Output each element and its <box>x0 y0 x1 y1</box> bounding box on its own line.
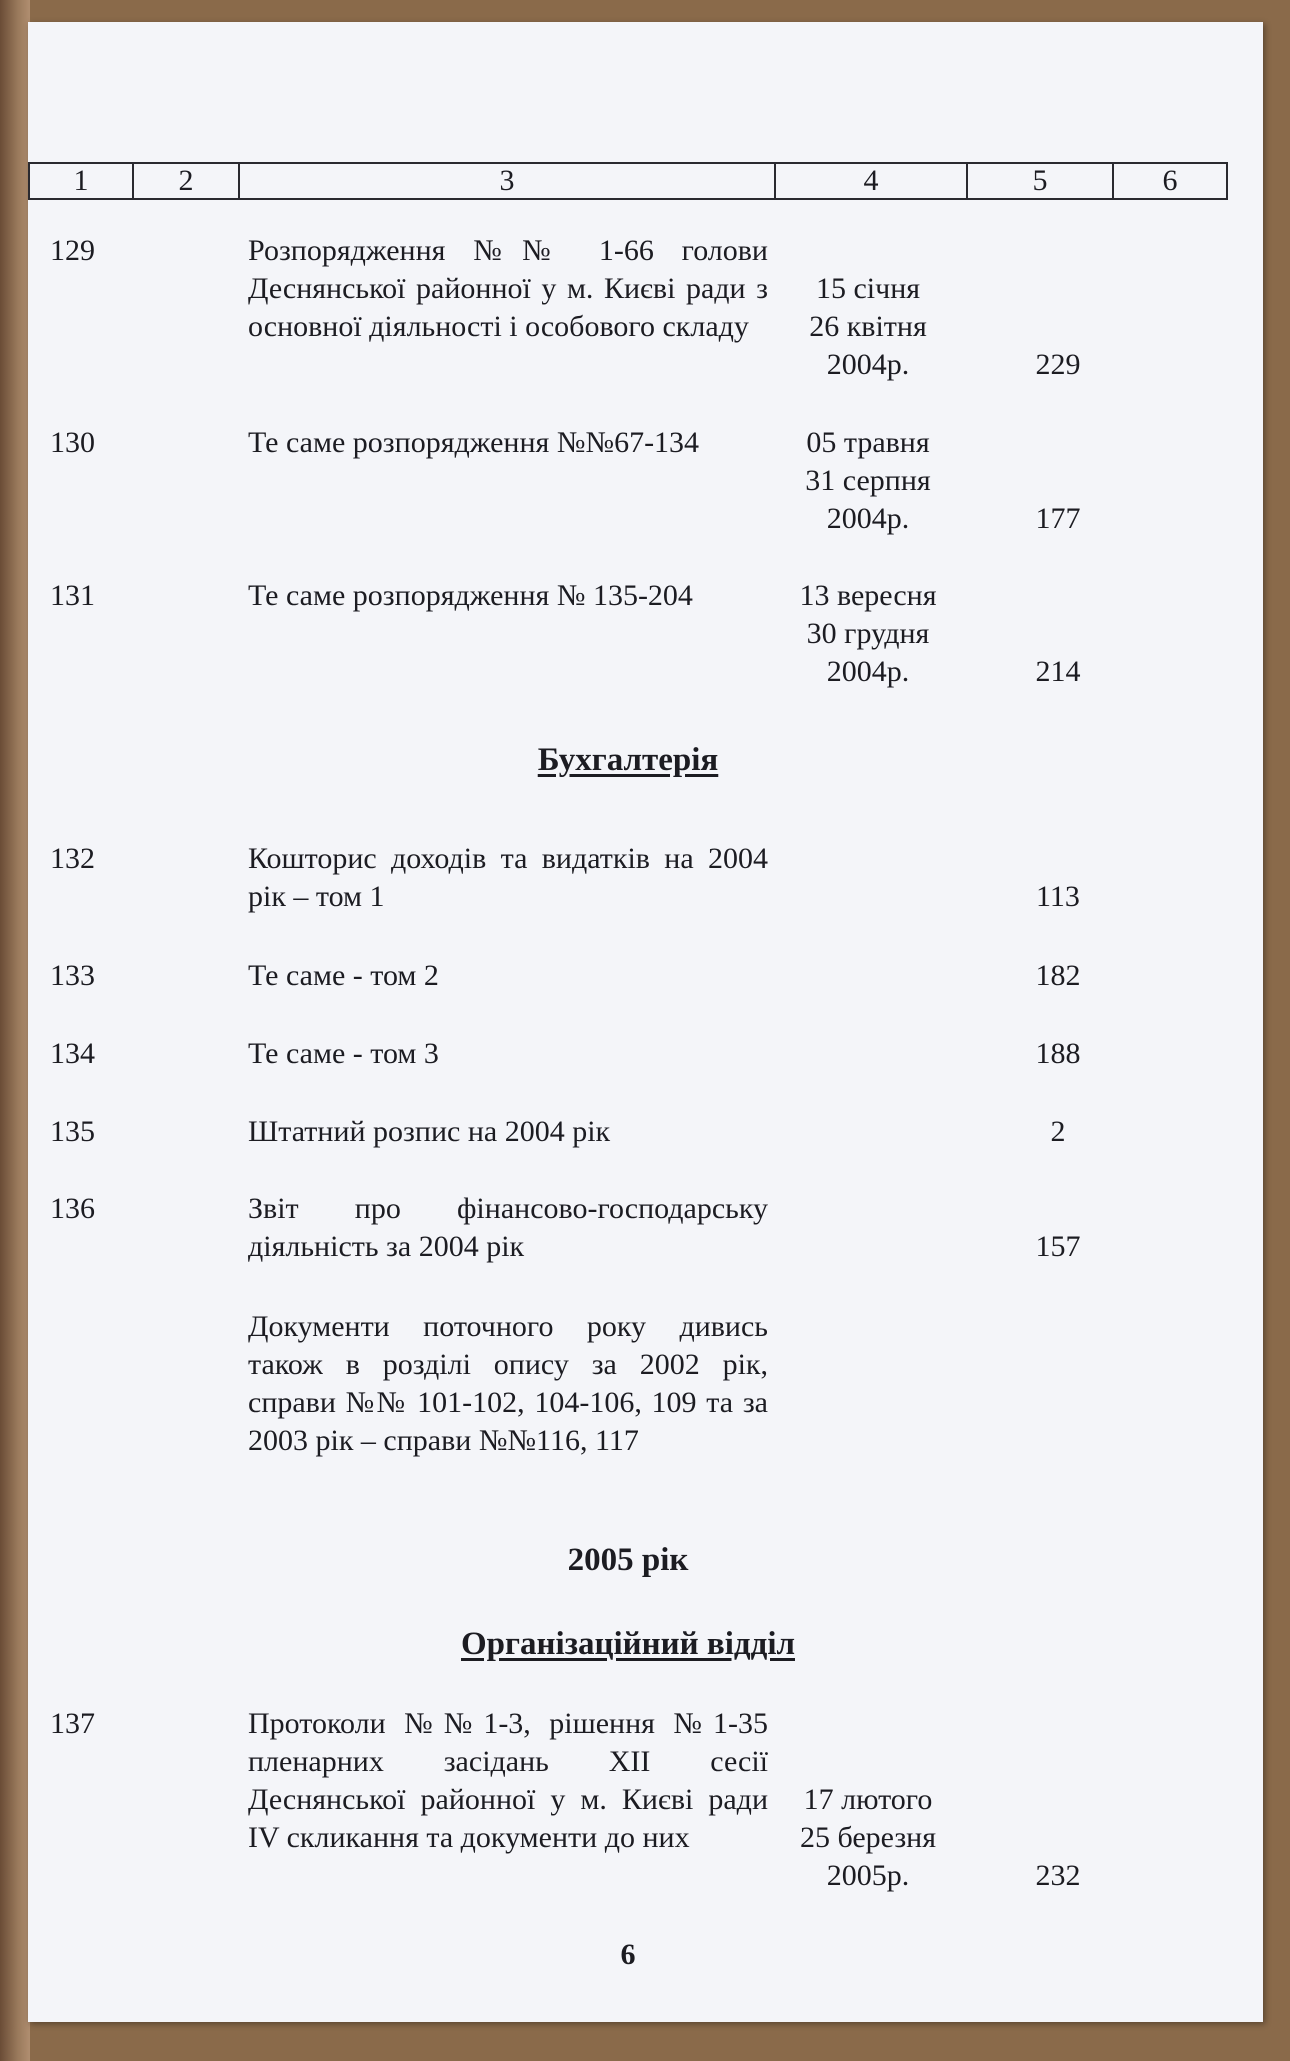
row-description: Те саме - том 3 <box>248 1037 439 1070</box>
row-description: Кошторис доходів та видатків на 2004 рік – том 1 <box>248 842 768 913</box>
row-description: Розпорядження №№ 1-66 голови Деснянської районної у м. Києві ради з основної діяльності і особового складу <box>248 234 768 343</box>
row-number: 132 <box>50 842 95 875</box>
row-number: 130 <box>50 426 95 459</box>
row-date-end: 25 березня <box>799 1821 937 1854</box>
section-heading-accounting <box>28 740 1228 780</box>
row-date-start: 15 січня <box>815 272 921 305</box>
year-heading: 2005 рік <box>567 1542 689 1578</box>
column-header-6: 6 <box>1162 164 1178 197</box>
row-page-count: 2 <box>1050 1115 1066 1148</box>
row-dates <box>768 270 968 384</box>
row-page-count: 177 <box>1035 502 1081 535</box>
document-page <box>28 22 1263 2022</box>
row-number: 134 <box>50 1037 95 1070</box>
row-description: Те саме - том 2 <box>248 959 439 992</box>
row-number: 129 <box>50 234 95 267</box>
row-page-count: 188 <box>1035 1037 1081 1070</box>
section-heading-text: Організаційний відділ <box>461 1626 795 1662</box>
row-date-year: 2004р. <box>826 502 910 535</box>
column-header-3: 3 <box>240 164 776 198</box>
row-description: Те саме розпорядження №№67-134 <box>248 426 700 459</box>
row-description: Протоколи №№1-3, рішення №1-35 пленарних засідань XII сесії Деснянської районної у м. Києві ради IV скликання та документи до них <box>248 1707 768 1854</box>
row-page-count: 232 <box>1035 1859 1081 1892</box>
column-header-row <box>28 162 1228 200</box>
column-header-2: 2 <box>134 164 240 198</box>
row-dates <box>768 424 968 538</box>
column-header-1: 1 <box>30 164 134 198</box>
row-page-count: 157 <box>1035 1230 1081 1263</box>
row-number: 131 <box>50 579 95 612</box>
row-date-end: 30 грудня <box>806 617 930 650</box>
row-page-count: 182 <box>1035 959 1081 992</box>
column-header-5: 5 <box>968 164 1114 198</box>
row-page-count: 113 <box>1036 880 1080 913</box>
row-date-end: 31 серпня <box>805 464 931 497</box>
row-dates <box>768 577 968 691</box>
page-number: 6 <box>620 1938 636 1971</box>
row-date-start: 17 лютого <box>803 1783 933 1816</box>
row-page-count: 214 <box>1035 655 1081 688</box>
row-page-count: 229 <box>1035 348 1081 381</box>
column-header-4: 4 <box>776 164 968 198</box>
section-heading-text: Бухгалтерія <box>537 742 719 778</box>
row-dates <box>768 1781 968 1895</box>
row-number: 135 <box>50 1115 95 1148</box>
row-date-year: 2004р. <box>826 655 910 688</box>
row-description: Те саме розпорядження № 135-204 <box>248 579 693 612</box>
board-edge <box>0 0 30 2061</box>
note-text: Документи поточного року дивись також в розділі опису за 2002 рік, справи №№ 101-102, 104-106, 109 та за 2003 рік – справи №№116, 117 <box>248 1310 768 1457</box>
row-number: 137 <box>50 1707 95 1740</box>
row-date-year: 2004р. <box>826 348 910 381</box>
row-number: 136 <box>50 1192 95 1225</box>
row-date-end: 26 квітня <box>809 310 927 343</box>
row-description: Штатний розпис на 2004 рік <box>248 1115 611 1148</box>
row-description: Звіт про фінансово-господарську діяльність за 2004 рік <box>248 1192 768 1263</box>
section-heading-organizational <box>28 1624 1228 1664</box>
row-date-start: 05 травня <box>806 426 930 459</box>
row-date-start: 13 вересня <box>799 579 937 612</box>
row-number: 133 <box>50 959 95 992</box>
row-date-year: 2005р. <box>826 1859 910 1892</box>
